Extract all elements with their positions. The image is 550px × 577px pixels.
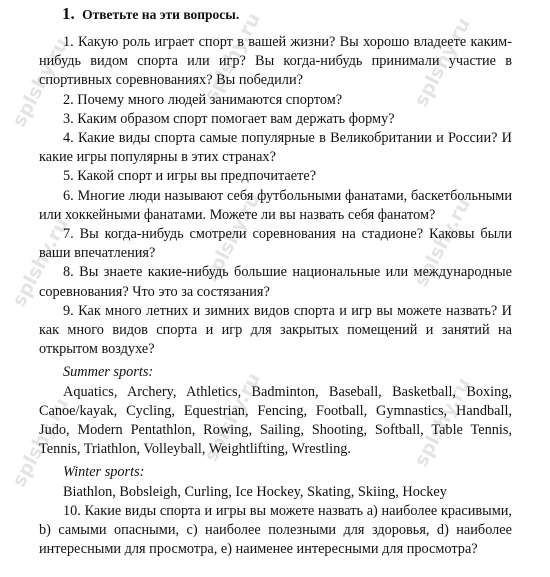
exercise-heading — [62, 4, 239, 25]
question-5: 5. Какой спорт и игры вы предпочитаете? — [63, 168, 317, 185]
question-2: 2. Почему много людей занимаются спортом? — [63, 91, 343, 108]
summer-sports-title: Summer sports: — [63, 364, 154, 381]
exercise-body — [39, 33, 512, 559]
watermark: splshy.ru — [200, 189, 265, 286]
summer-sports-list: Aquatics, Archery, Athletics, Badminton, Baseball, Basketball, Boxing, Canoe/kayak, Cycling, Equestrian, Fencing, Football, Gymnastics, Handball, Judo, Modern Pentathlon, Rowing, Sailing, Shooting, Softball, Table Tennis, Tennis, Triathlon, Volleyball, Weightlifting, Wrestling. — [39, 383, 512, 458]
watermark: splshy.ru — [200, 369, 265, 466]
watermark: splshy.ru — [8, 34, 73, 131]
watermark: splshy.ru — [200, 9, 265, 106]
watermark: splshy.ru — [410, 14, 475, 111]
watermark: splshy.ru — [8, 394, 73, 491]
watermark: splshy.ru — [410, 194, 475, 291]
question-1: 1. Какую роль играет спорт в вашей жизни? Вы хорошо владеете каким-нибудь видом спорта или игр? Вы когда-нибудь принимали участие в спортивных соревнованиях? Вы победили? — [39, 34, 512, 89]
watermark: splshy.ru — [410, 374, 475, 471]
winter-sports-title: Winter sports: — [63, 464, 145, 481]
question-10: 10. Какие виды спорта и игры вы можете назвать a) наиболее красивыми, b) самыми опасными, c) наиболее полезными для здоровья, d) наиболее интересными для просмотра, e) наименее интересными для просмотра? — [39, 502, 512, 558]
exercise-title: Ответьте на эти вопросы. — [82, 7, 240, 22]
question-4: 4. Какие виды спорта самые популярные в Великобритании и России? И какие игры популярны в этих странах? — [39, 130, 512, 166]
winter-sports-list: Biathlon, Bobsleigh, Curling, Ice Hockey, Skating, Skiing, Hockey — [63, 483, 447, 500]
question-3: 3. Каким образом спорт помогает вам держать форму? — [63, 110, 395, 127]
question-9: 9. Как много летних и зимних видов спорта и игр вы можете назвать? И как много видов спорта и игр для закрытых помещений и занятий на открытом воздухе? — [39, 302, 512, 358]
exercise-number: 1. — [62, 4, 75, 23]
watermark: splshy.ru — [8, 214, 73, 311]
question-8: 8. Вы знаете какие-нибудь большие национальные или международные соревнования? Что это за состязания? — [39, 264, 512, 300]
question-7: 7. Вы когда-нибудь смотрели соревнования на стадионе? Каковы были ваши впечатления? — [39, 226, 512, 262]
question-6: 6. Многие люди называют себя футбольными фанатами, баскетбольными или хоккейными фанатами. Можете ли вы назвать себя фанатом? — [39, 187, 512, 223]
